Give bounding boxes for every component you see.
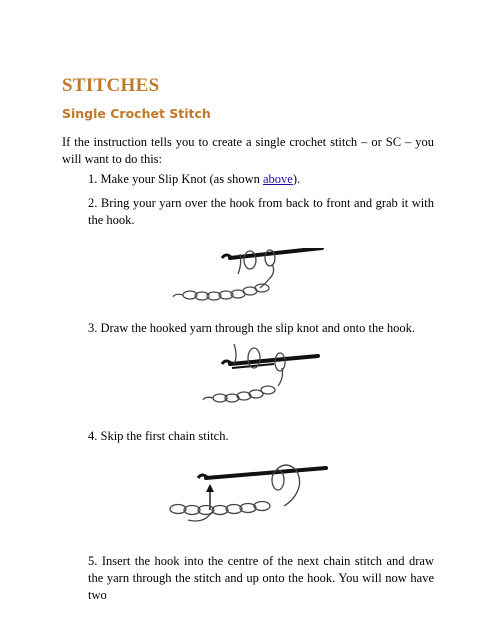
step-1-text (88, 171, 434, 188)
draw-through-slip-knot-illustration (196, 340, 322, 406)
step-1-text-before: 1. Make your Slip Knot (as shown (88, 172, 263, 186)
above-link[interactable]: above (263, 172, 293, 186)
step-4-text: 4. Skip the first chain stitch. (88, 429, 229, 443)
intro-paragraph: If the instruction tells you to create a single crochet stitch – or SC – you will want to do this: (62, 135, 434, 166)
yarn-over-hook-illustration (170, 248, 330, 304)
step-3-text: 3. Draw the hooked yarn through the slip knot and onto the hook. (88, 321, 416, 335)
step-5-text: 5. Insert the hook into the centre of the next chain stitch and draw the yarn through the stitch and up onto the hook. You will now have two (88, 554, 434, 602)
skip-first-chain-illustration (166, 458, 330, 530)
subsection-heading: Single Crochet Stitch (62, 106, 211, 121)
step-2-text: 2. Bring your yarn over the hook from back to front and grab it with the hook. (88, 196, 434, 227)
section-heading: STITCHES (62, 75, 160, 96)
step-1-text-after: ). (292, 172, 301, 186)
